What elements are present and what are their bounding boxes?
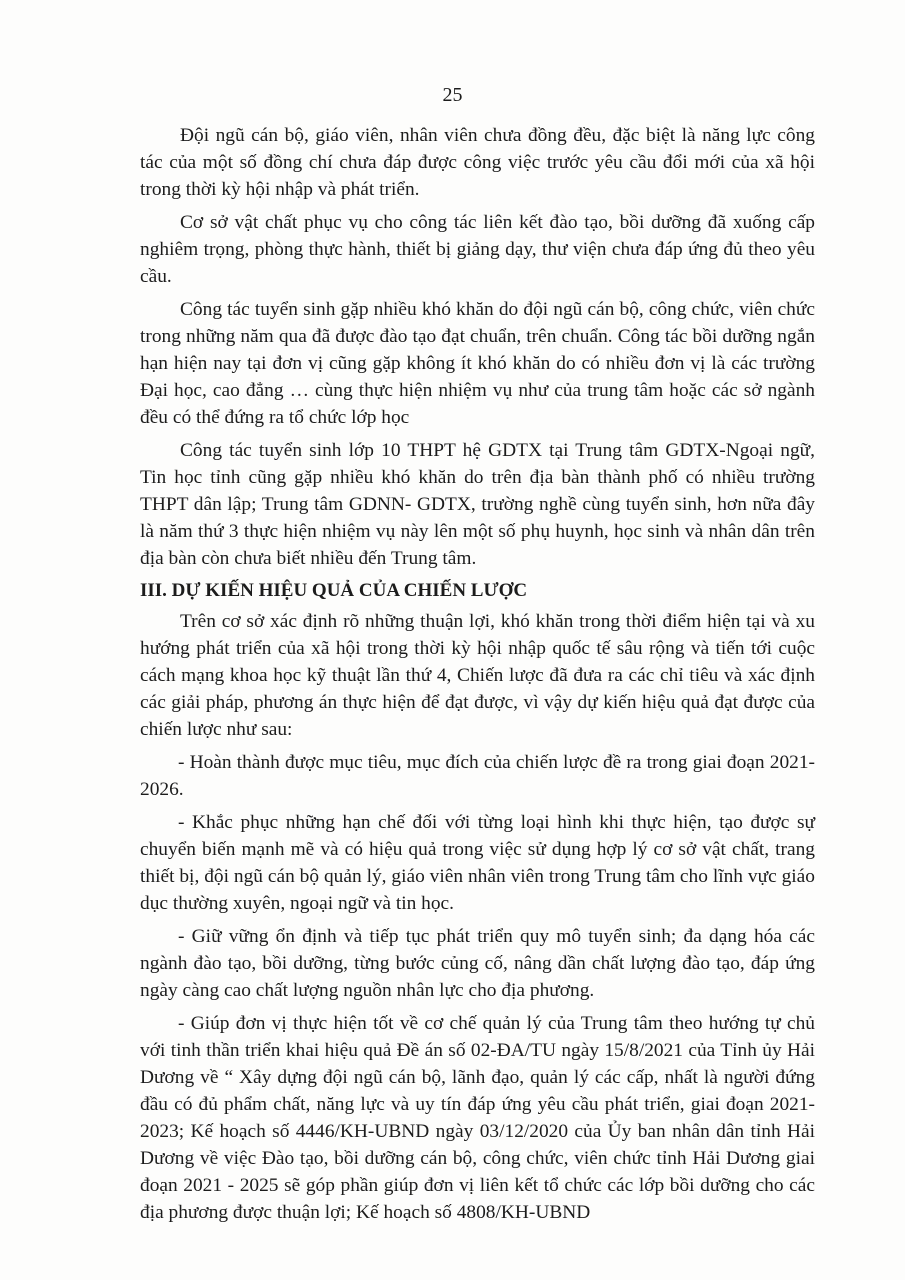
paragraph-staff-quality: Đội ngũ cán bộ, giáo viên, nhân viên chưa đồng đều, đặc biệt là năng lực công tác của một số đồng chí chưa đáp được công việc trước yêu cầu đổi mới của xã hội trong thời kỳ hội nhập và phát triển. <box>140 125 815 200</box>
list-item-stable-enrollment: - Giữ vững ổn định và tiếp tục phát triển quy mô tuyển sinh; đa dạng hóa các ngành đào tạo, bồi dưỡng, từng bước củng cố, nâng dần chất lượng đào tạo, đáp ứng ngày càng cao chất lượng nguồn nhân lực cho địa phương. <box>140 926 815 1001</box>
paragraph-facilities: Cơ sở vật chất phục vụ cho công tác liên kết đào tạo, bồi dưỡng đã xuống cấp nghiêm trọng, phòng thực hành, thiết bị giảng dạy, thư viện chưa đáp ứng đủ theo yêu cầu. <box>140 212 815 287</box>
section-heading: III. DỰ KIẾN HIỆU QUẢ CỦA CHIẾN LƯỢC <box>140 580 528 601</box>
list-item-management-mechanism: - Giúp đơn vị thực hiện tốt về cơ chế quản lý của Trung tâm theo hướng tự chủ với tinh thần triển khai hiệu quả Đề án số 02-ĐA/TU ngày 15/8/2021 của Tỉnh ủy Hải Dương về “ Xây dựng đội ngũ cán bộ, lãnh đạo, quản lý các cấp, nhất là người đứng đầu có đủ phẩm chất, năng lực và uy tín đáp ứng yêu cầu phát triển, giai đoạn 2021-2023; Kế hoạch số 4446/KH-UBND ngày 03/12/2020 của Ủy ban nhân dân tỉnh Hải Dương về việc Đào tạo, bồi dưỡng cán bộ, công chức, viên chức tỉnh Hải Dương giai đoạn 2021 - 2025 sẽ góp phần giúp đơn vị liên kết tổ chức các lớp bồi dưỡng cho các địa phương được thuận lợi; Kế hoạch số 4808/KH-UBND <box>140 1013 815 1223</box>
paragraph-strategy-basis: Trên cơ sở xác định rõ những thuận lợi, khó khăn trong thời điểm hiện tại và xu hướng phát triển của xã hội trong thời kỳ hội nhập quốc tế sâu rộng và tiến tới cuộc cách mạng khoa học kỹ thuật lần thứ 4, Chiến lược đã đưa ra các chỉ tiêu và xác định các giải pháp, phương án thực hiện để đạt được, vì vậy dự kiến hiệu quả đạt được của chiến lược như sau: <box>140 611 815 740</box>
list-item-overcome-limitations: - Khắc phục những hạn chế đối với từng loại hình khi thực hiện, tạo được sự chuyển biến mạnh mẽ và có hiệu quả trong việc sử dụng hợp lý cơ sở vật chất, trang thiết bị, đội ngũ cán bộ quản lý, giáo viên nhân viên trong Trung tâm cho lĩnh vực giáo dục thường xuyên, ngoại ngữ và tin học. <box>140 812 815 914</box>
paragraph-enrollment-difficulties: Công tác tuyển sinh gặp nhiều khó khăn do đội ngũ cán bộ, công chức, viên chức trong những năm qua đã được đào tạo đạt chuẩn, trên chuẩn. Công tác bồi dưỡng ngắn hạn hiện nay tại đơn vị cũng gặp không ít khó khăn do có nhiều đơn vị là các trường Đại học, cao đẳng … cùng thực hiện nhiệm vụ như của trung tâm hoặc các sở ngành đều có thể đứng ra tổ chức lớp học <box>140 299 815 428</box>
paragraph-grade10-enrollment: Công tác tuyển sinh lớp 10 THPT hệ GDTX tại Trung tâm GDTX-Ngoại ngữ, Tin học tỉnh cũng gặp nhiều khó khăn do trên địa bàn thành phố có nhiều trường THPT dân lập; Trung tâm GDNN- GDTX, trường nghề cùng tuyển sinh, hơn nữa đây là năm thứ 3 thực hiện nhiệm vụ này lên một số phụ huynh, học sinh và nhân dân trên địa bàn còn chưa biết nhiều đến Trung tâm. <box>140 440 815 569</box>
page-number: 25 <box>442 84 463 106</box>
list-item-goals: - Hoàn thành được mục tiêu, mục đích của chiến lược đề ra trong giai đoạn 2021-2026. <box>140 752 815 800</box>
document-body <box>140 122 815 1232</box>
